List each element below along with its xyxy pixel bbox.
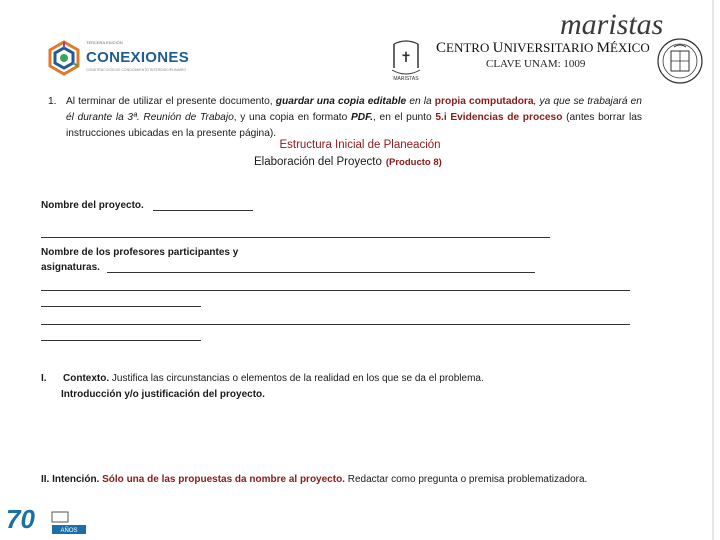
structure-title: Estructura Inicial de Planeación — [279, 139, 441, 151]
conexiones-logo — [46, 38, 196, 82]
page-edge — [712, 0, 714, 540]
university-clave: CLAVE UNAM: 1009 — [486, 58, 586, 70]
conexiones-subtitle: CONSTRUCCIÓN DE CONOCIMIENTO INTERDISCIPLINARIO — [86, 68, 187, 72]
instruction-paragraph: 1. Al terminar de utilizar el presente documento, guardar una copia editable en la propia computadora, ya que se trabajará en él durante la 3ª. Reunión de Trabajo, y una copia en formato PDF., en el punto 5.i Evidencias de proceso (antes borrar las instrucciones ubicadas en la presente página). — [48, 96, 642, 139]
teachers-blank-line-3[interactable] — [41, 324, 630, 325]
anniversary-logo: 70 — [6, 504, 35, 534]
section-2-intention: II. Intención. Sólo una de las propuestas da nombre al proyecto. Redactar como pregunta o premisa problematizadora. — [41, 474, 588, 485]
maristas-seal-icon — [386, 38, 426, 82]
product-label: (Producto 8) — [385, 157, 442, 168]
conexiones-hex-icon — [46, 40, 82, 76]
teachers-blank-line-4[interactable] — [41, 340, 201, 341]
project-name-label: Nombre del proyecto. — [41, 200, 144, 211]
unam-seal-icon — [656, 36, 704, 86]
section-1-number: I. — [41, 373, 47, 384]
section-1-context: Contexto. Justifica las circunstancias o elementos de la realidad en los que se da el problema. — [63, 373, 484, 384]
teachers-blank-line-1[interactable] — [41, 290, 630, 291]
teachers-label: Nombre de los profesores participantes y — [41, 247, 239, 258]
subjects-label: asignaturas. — [41, 262, 100, 273]
maristas-wordmark: maristas — [560, 8, 664, 41]
project-name-blank-line[interactable] — [41, 237, 550, 238]
anniversary-badge-icon — [50, 510, 90, 536]
svg-text:✝: ✝ — [400, 51, 412, 66]
project-title: Elaboración del Proyecto (Producto 8) — [254, 156, 442, 168]
section-1-subtitle: Introducción y/o justificación del proyecto. — [61, 389, 265, 400]
project-name-blank[interactable] — [153, 210, 253, 211]
conexiones-wordmark: CONEXIONES — [86, 49, 190, 66]
conexiones-top-text: TERCERA EDICIÓN — [86, 40, 123, 45]
subjects-blank[interactable] — [107, 272, 535, 273]
teachers-blank-line-2[interactable] — [41, 306, 201, 307]
svg-text:AÑOS: AÑOS — [60, 528, 78, 534]
svg-text:MARISTAS: MARISTAS — [393, 76, 419, 82]
university-name: CENTRO UNIVERSITARIO MÉXICO — [436, 40, 650, 56]
